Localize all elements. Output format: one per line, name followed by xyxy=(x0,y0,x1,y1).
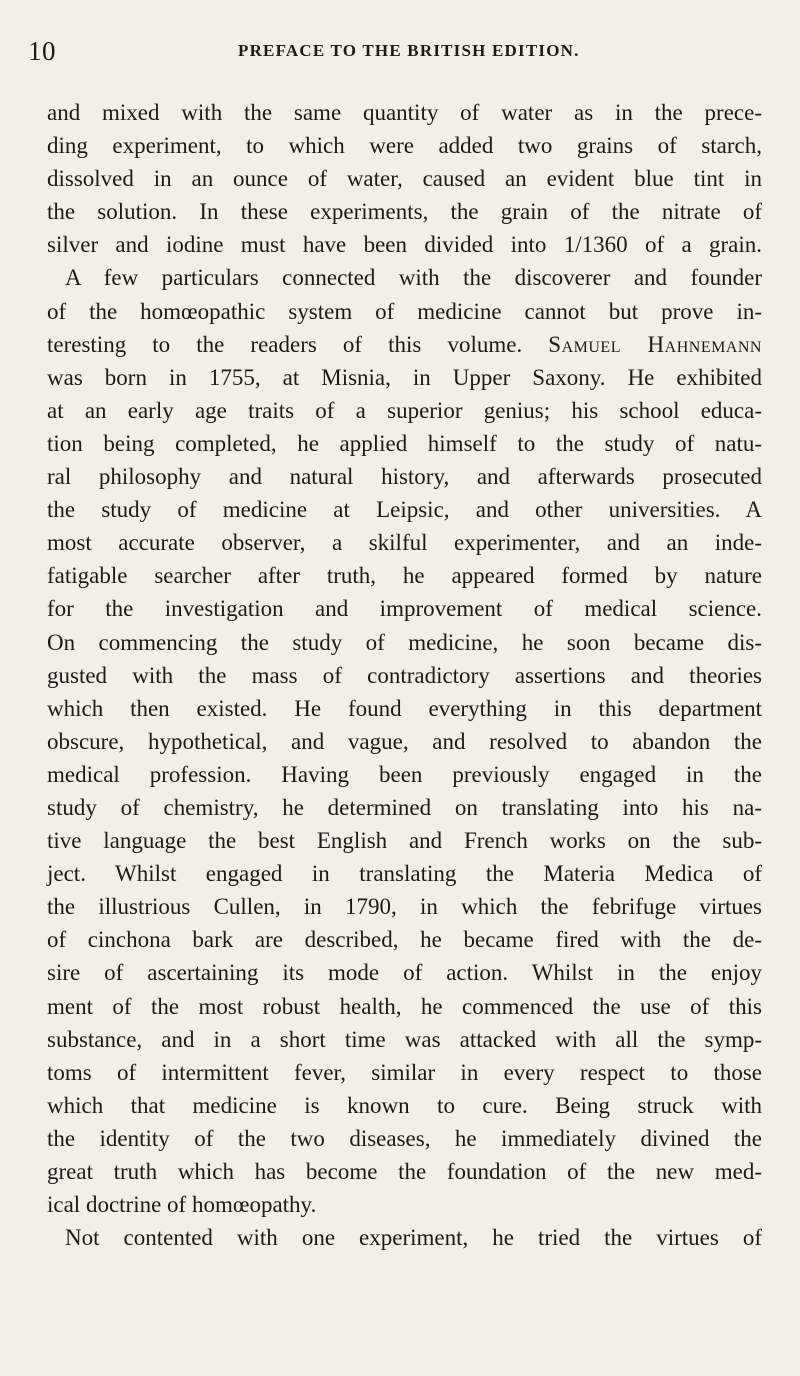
running-head: PREFACE TO THE BRITISH EDITION. xyxy=(238,41,580,60)
text-line: at an early age traits of a superior genius; his school educa- xyxy=(47,397,762,423)
text-line: dissolved in an ounce of water, caused an evident blue tint in xyxy=(47,166,762,192)
text-line: was born in 1755, at Misnia, in Upper Saxony. He exhibited xyxy=(47,364,762,390)
author-name: Samuel Hahnemann xyxy=(548,331,762,357)
text-line: the solution. In these experiments, the grain of the nitrate of xyxy=(47,199,762,225)
page-number: 10 xyxy=(28,36,56,66)
text-line: great truth which has become the foundation of the new med- xyxy=(47,1159,762,1184)
text-line: sire of ascertaining its mode of action. Whilst in the enjoy xyxy=(47,960,762,986)
text-line: ding experiment, to which were added two grains of starch, xyxy=(47,133,762,159)
text-line: gusted with the mass of contradictory assertions and theories xyxy=(47,662,762,688)
text-line: Not contented with one experiment, he tried the virtues of xyxy=(65,1225,762,1251)
text-line: most accurate observer, a skilful experimenter, and an inde- xyxy=(47,530,762,556)
text-line-start: teresting to the readers of this volume. xyxy=(47,331,523,357)
text-line: the identity of the two diseases, he immediately divined the xyxy=(47,1125,762,1151)
text-line: of cinchona bark are described, he became fired with the de- xyxy=(47,927,762,953)
text-line: the illustrious Cullen, in 1790, in which the febrifuge virtues xyxy=(47,894,762,920)
text-line: which that medicine is known to cure. Being struck with xyxy=(47,1092,762,1118)
body-text xyxy=(47,96,762,1254)
text-line: for the investigation and improvement of medical science. xyxy=(47,596,762,622)
text-line: ral philosophy and natural history, and afterwards prosecuted xyxy=(47,464,762,490)
text-line-with-name xyxy=(47,328,762,361)
text-line: toms of intermittent fever, similar in every respect to those xyxy=(47,1059,762,1085)
text-line: A few particulars connected with the discoverer and founder xyxy=(65,265,762,291)
text-line: of the homœopathic system of medicine cannot but prove in- xyxy=(47,298,762,324)
text-line: medical profession. Having been previously engaged in the xyxy=(47,761,762,787)
text-line: fatigable searcher after truth, he appeared formed by nature xyxy=(47,563,762,589)
text-line: tive language the best English and French works on the sub- xyxy=(47,828,762,854)
text-line: which then existed. He found everything in this department xyxy=(47,695,762,721)
text-line: silver and iodine must have been divided into 1/1360 of a grain. xyxy=(47,232,762,258)
page-header xyxy=(28,36,730,66)
text-line: ject. Whilst engaged in translating the Materia Medica of xyxy=(47,861,762,887)
text-line: and mixed with the same quantity of water as in the prece- xyxy=(47,100,762,125)
text-line: ment of the most robust health, he commenced the use of this xyxy=(47,993,762,1019)
text-line: ical doctrine of homœopathy. xyxy=(47,1192,317,1218)
text-line: obscure, hypothetical, and vague, and resolved to abandon the xyxy=(47,728,762,754)
text-line: the study of medicine at Leipsic, and other universities. A xyxy=(47,497,762,523)
text-line: substance, and in a short time was attacked with all the symp- xyxy=(47,1026,762,1052)
text-line: tion being completed, he applied himself to the study of natu- xyxy=(47,430,762,456)
text-line: study of chemistry, he determined on translating into his na- xyxy=(47,794,762,820)
text-line: On commencing the study of medicine, he soon became dis- xyxy=(47,629,762,655)
